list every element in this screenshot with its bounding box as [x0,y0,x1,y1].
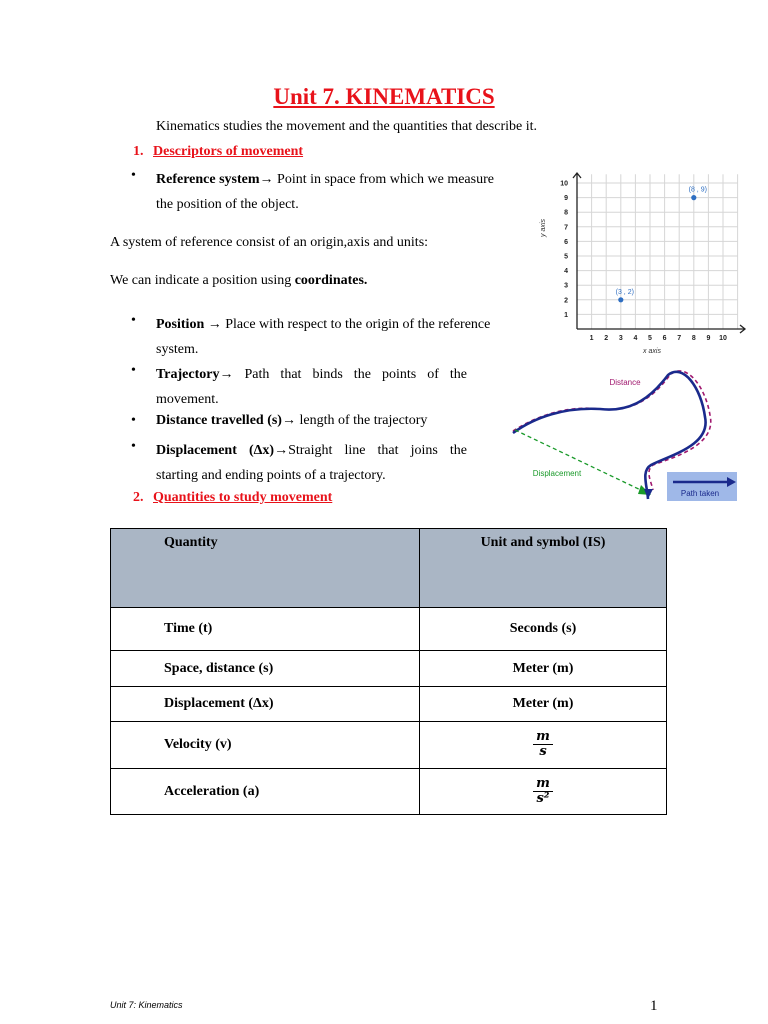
section-2-label: Quantities to study movement [153,490,333,505]
x-tick-label: 7 [677,335,682,342]
x-tick-label: 1 [589,335,594,342]
distance-term: Distance travelled (s) [156,413,282,428]
position-term: Position [156,317,205,332]
y-tick-label: 3 [564,282,568,290]
point-8-9-label: (8 , 9) [688,186,707,194]
y-tick-label: 1 [564,311,568,319]
trajectory-term: Trajectory [156,367,220,382]
arrow-icon: → [207,317,222,332]
x-tick-label: 6 [662,335,667,342]
reference-text-1: Point in space from which we measure [273,172,494,187]
velocity-unit-fraction [533,730,553,759]
row-unit: Meter (m) [420,687,667,722]
row-unit: Seconds (s) [420,608,667,651]
x-tick-label: 9 [706,335,711,342]
distance-item [156,412,427,430]
y-tick-label: 8 [564,209,568,217]
position-item [156,312,490,362]
table-row [111,687,667,722]
bullet-icon: • [131,363,136,378]
displacement-text-1: Straight line that joins the [288,443,467,458]
table-header-row [111,529,667,608]
displacement-line [515,430,647,493]
y-axis-label: y axis [540,219,547,237]
fraction-denominator: s² [536,790,550,806]
table-row [111,722,667,769]
trajectory-item [156,362,467,412]
row-quantity: Space, distance (s) [111,651,420,687]
table-row [111,651,667,687]
row-quantity: Displacement (Δx) [111,687,420,722]
distance-text: length of the trajectory [295,413,428,428]
reference-item [156,167,494,217]
y-tick-label: 7 [564,224,568,232]
fraction-denominator: s [539,744,547,759]
row-quantity: Velocity (v) [111,722,420,769]
arrow-icon: → [219,367,234,382]
bullet-icon: • [131,413,136,428]
x-tick-label: 3 [618,335,623,342]
x-tick-label: 4 [633,335,638,342]
y-tick-label: 2 [564,297,568,305]
section-1-label: Descriptors of movement [153,144,304,159]
path-figure [505,365,745,505]
quantities-table [110,528,667,815]
page-title: Unit 7. KINEMATICS [273,84,495,109]
acceleration-unit-fraction [533,777,553,806]
reference-term: Reference system [156,172,260,187]
row-unit: Meter (m) [420,651,667,687]
fraction-numerator: m [533,730,553,745]
row-unit [420,722,667,769]
x-tick-label: 2 [604,335,609,342]
page-footer: Unit 7: Kinematics [110,1000,183,1010]
displacement-text-2: starting and ending points of a trajectory. [156,468,386,483]
y-tick-label: 5 [564,253,568,261]
row-unit [420,769,667,815]
coordinates-text: We can indicate a position using [110,273,295,288]
table-row [111,769,667,815]
coordinates-bold: coordinates. [294,273,368,288]
page-number: 1 [650,998,658,1014]
arrow-icon: → [259,172,274,187]
reference-text-2: the position of the object. [156,197,299,212]
bullet-icon: • [131,439,136,454]
arrow-icon: → [281,413,296,428]
x-tick-label: 10 [719,335,727,342]
y-tick-label: 10 [560,180,568,188]
section-1-number: 1. [133,144,144,159]
bullet-icon: • [131,313,136,328]
point-8-9 [691,195,696,200]
x-tick-label: 8 [691,335,696,342]
bullet-icon: • [131,168,136,183]
x-tick-label: 5 [648,335,652,342]
paragraph-coordinates [110,272,367,290]
header-unit: Unit and symbol (IS) [420,529,667,608]
y-tick-label: 9 [564,195,568,203]
distance-label: Distance [609,378,641,387]
arrow-icon: → [274,443,289,458]
section-2-heading [133,489,332,507]
header-quantity: Quantity [111,529,420,608]
intro-text: Kinematics studies the movement and the quantities that describe it. [156,119,538,134]
point-3-2 [618,297,623,302]
point-3-2-label: (3 , 2) [615,288,634,296]
x-axis-label: x axis [643,348,661,355]
displacement-term: Displacement (Δx) [156,443,275,458]
y-tick-label: 6 [564,238,568,246]
trajectory-text-1: Path that binds the points of the [233,367,467,382]
row-quantity: Acceleration (a) [111,769,420,815]
fraction-numerator: m [533,777,553,792]
position-text-1: Place with respect to the origin of the reference [221,317,491,332]
displacement-label: Displacement [532,469,582,478]
position-text-2: system. [156,342,199,357]
section-1-heading [133,143,303,161]
coordinate-graph [535,168,750,358]
trajectory-text-2: movement. [156,392,219,407]
y-tick-label: 4 [564,268,568,276]
displacement-item [156,438,467,488]
path-taken-label: Path taken [680,489,720,498]
paragraph-reference: A system of reference consist of an origin,axis and units: [110,235,429,250]
table-row [111,608,667,651]
section-2-number: 2. [133,490,144,505]
row-quantity: Time (t) [111,608,420,651]
